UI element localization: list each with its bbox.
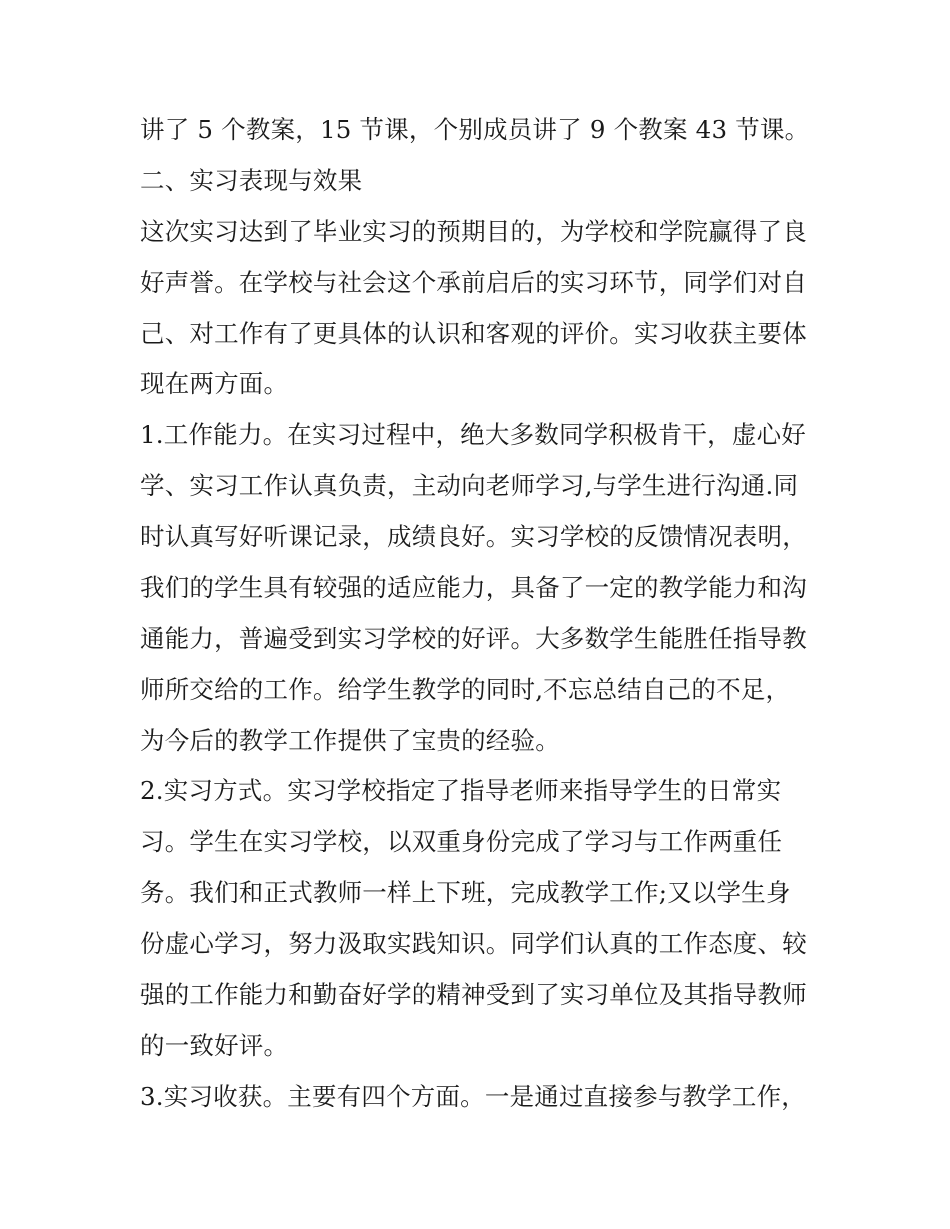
text-line: 3.实习收获。主要有四个方面。一是通过直接参与教学工作， bbox=[140, 1082, 806, 1111]
text-line: 务。我们和正式教师一样上下班，完成教学工作;又以学生身 bbox=[140, 878, 791, 907]
text-line: 1.工作能力。在实习过程中，绝大多数同学积极肯干，虚心好 bbox=[140, 420, 806, 449]
text-line: 学、实习工作认真负责，主动向老师学习,与学生进行沟通.同 bbox=[140, 471, 799, 500]
text-line: 通能力，普遍受到实习学校的好评。大多数学生能胜任指导教 bbox=[140, 624, 807, 653]
text-line: 习。学生在实习学校，以双重身份完成了学习与工作两重任 bbox=[140, 827, 783, 856]
text-line: 我们的学生具有较强的适应能力，具备了一定的教学能力和沟 bbox=[140, 573, 807, 602]
section-heading: 二、实习表现与效果 bbox=[140, 166, 363, 195]
text-line: 2.实习方式。实习学校指定了指导老师来指导学生的日常实 bbox=[140, 776, 782, 805]
text-line: 讲了 5 个教案，15 节课，个别成员讲了 9 个教案 43 节课。 bbox=[140, 115, 810, 144]
text-line: 强的工作能力和勤奋好学的精神受到了实习单位及其指导教师 bbox=[140, 980, 807, 1009]
text-line: 己、对工作有了更具体的认识和客观的评价。实习收获主要体 bbox=[140, 319, 807, 348]
text-line: 好声誉。在学校与社会这个承前启后的实习环节，同学们对自 bbox=[140, 268, 807, 297]
text-line: 为今后的教学工作提供了宝贵的经验。 bbox=[140, 726, 560, 755]
text-line: 现在两方面。 bbox=[140, 369, 289, 398]
text-line: 这次实习达到了毕业实习的预期目的，为学校和学院赢得了良 bbox=[140, 217, 807, 246]
text-line: 份虚心学习，努力汲取实践知识。同学们认真的工作态度、较 bbox=[140, 929, 807, 958]
text-line: 时认真写好听课记录，成绩良好。实习学校的反馈情况表明， bbox=[140, 522, 807, 551]
text-line: 的一致好评。 bbox=[140, 1031, 289, 1060]
text-line: 师所交给的工作。给学生教学的同时,不忘总结自己的不足， bbox=[140, 675, 791, 704]
